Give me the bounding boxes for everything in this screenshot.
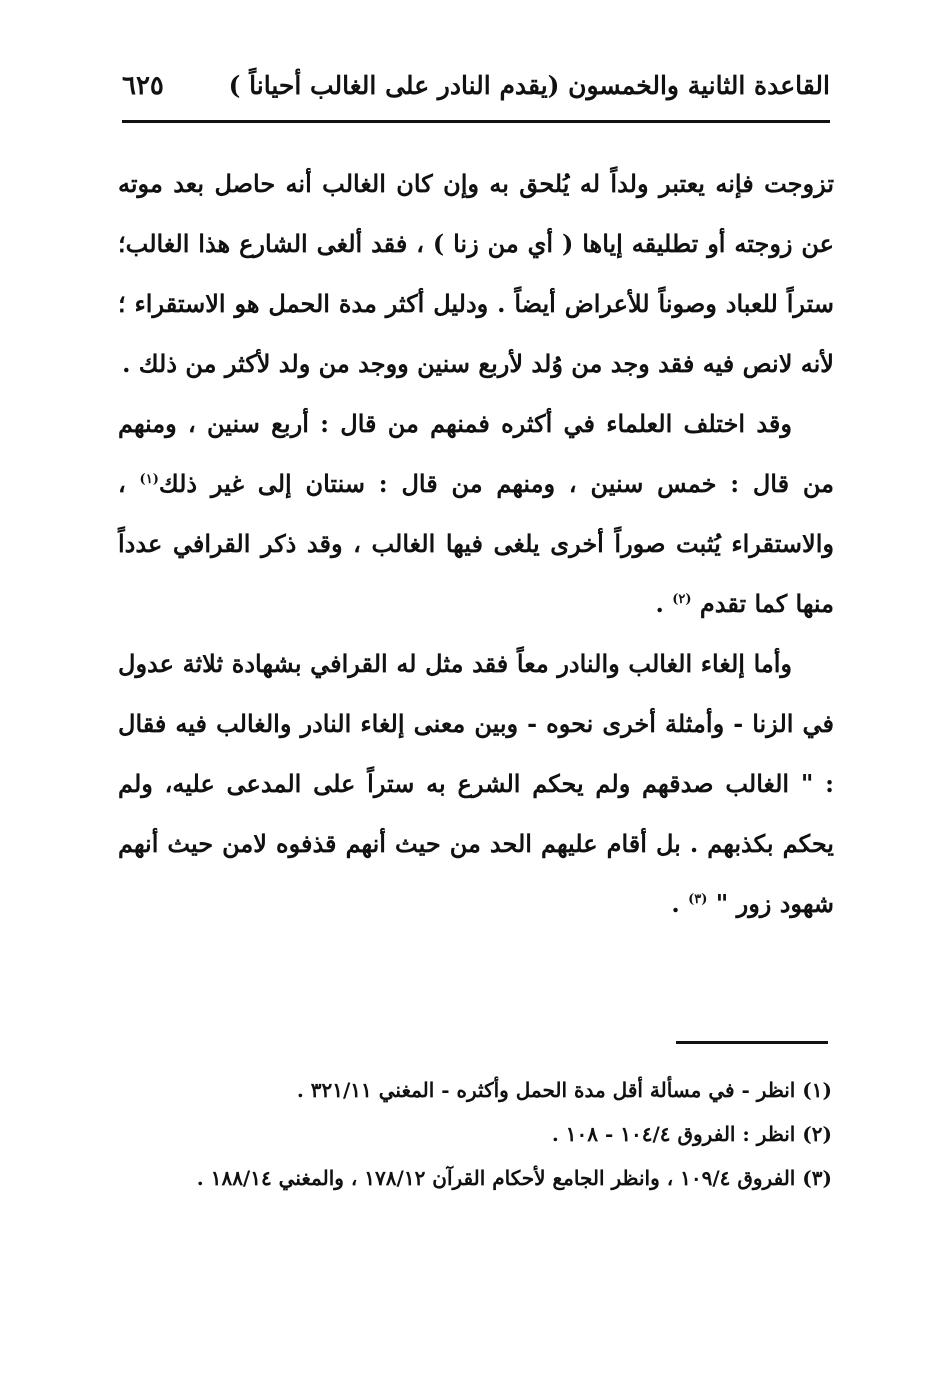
footnote-reference-1: (١) xyxy=(139,472,159,487)
running-title: القاعدة الثانية والخمسون (يقدم النادر على الغالب أحياناً ) xyxy=(228,71,830,100)
main-text xyxy=(118,154,834,934)
footnote-1: (١) انظر - في مسألة أقل مدة الحمل وأكثره - المغني ٣٢١/١١ . xyxy=(296,1078,832,1102)
footnote-2: (٢) انظر : الفروق ١٠٤/٤ - ١٠٨ . xyxy=(551,1122,832,1146)
paragraph-3-text-2: . xyxy=(671,889,680,918)
paragraph-2-text-2: ، والاستقراء يُثبت صوراً أخرى يلغى فيها الغالب ، وقد ذكر القرافي عدداً منها كما تقدم xyxy=(118,469,834,618)
paragraph-2-text-3: . xyxy=(655,589,664,618)
paragraph-1: تزوجت فإنه يعتبر ولداً له يُلحق به وإن كان الغالب أنه حاصل بعد موته عن زوجته أو تطليقه إياها ( أي من زنا ) ، فقد ألغى الشارع هذا الغالب؛ ستراً للعباد وصوناً للأعراض أيضاً . ودليل أكثر مدة الحمل هو الاستقراء ؛ لأنه لانص فيه فقد وجد من وُلد لأربع سنين ووجد من ولد لأكثر من ذلك . xyxy=(118,169,834,378)
page-header xyxy=(122,64,830,118)
footnote-reference-2: (٢) xyxy=(672,592,692,607)
header-divider xyxy=(122,120,830,123)
paragraph-2 xyxy=(118,394,834,634)
paragraph-3 xyxy=(118,634,834,934)
footnote-divider xyxy=(676,1041,828,1044)
paragraph-3-text-1: وأما إلغاء الغالب والنادر معاً فقد مثل له القرافي بشهادة ثلاثة عدول في الزنا - وأمثلة أخرى نحوه - وبين معنى إلغاء النادر والغالب فيه فقال : " الغالب صدقهم ولم يحكم الشرع به ستراً على المدعى عليه، ولم يحكم بكذبهم . بل أقام عليهم الحد من حيث أنهم قذفوه لامن حيث أنهم شهود زور " xyxy=(118,649,834,918)
footnote-3: (٣) الفروق ١٠٩/٤ ، وانظر الجامع لأحكام القرآن ١٧٨/١٢ ، والمغني ١٨٨/١٤ . xyxy=(196,1166,832,1190)
footnotes xyxy=(114,1068,832,1200)
page-number: ٦٢٥ xyxy=(122,71,164,101)
paragraph-2-text-1: وقد اختلف العلماء في أكثره فمنهم من قال : أربع سنين ، ومنهم من قال : خمس سنين ، ومنهم من قال : سنتان إلى غير ذلك xyxy=(118,409,834,498)
footnote-reference-3: (٣) xyxy=(688,892,708,907)
